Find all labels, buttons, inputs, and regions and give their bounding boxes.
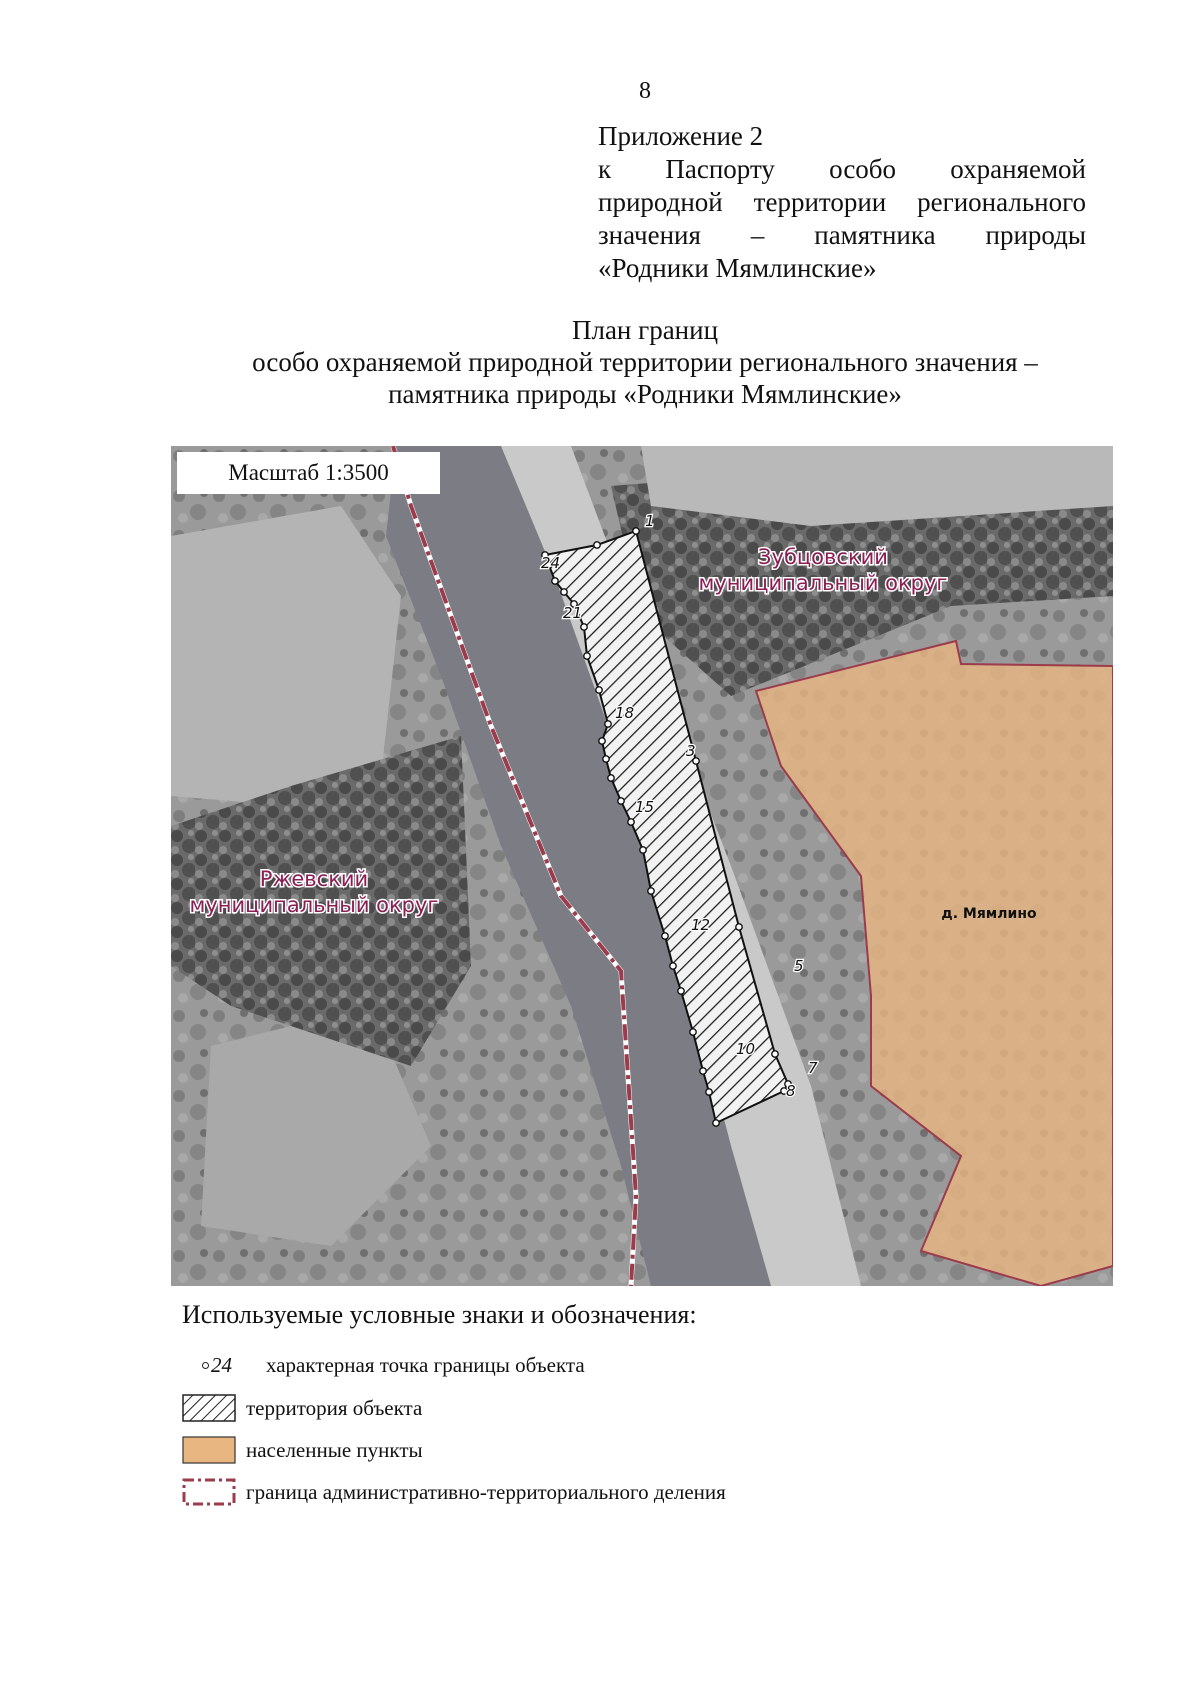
boundary-point — [584, 653, 590, 659]
point-label: 24 — [541, 554, 561, 572]
point-label: 21 — [563, 604, 583, 622]
boundary-point — [581, 624, 587, 630]
legend-item-territory — [182, 1393, 882, 1423]
appendix-line-5: «Родники Мямлинские» — [598, 253, 877, 283]
territory-symbol — [182, 1393, 236, 1423]
boundary-point — [648, 888, 654, 894]
boundary-point — [633, 528, 639, 534]
boundary-symbol — [182, 1477, 236, 1507]
legend-label-boundary: граница административно-территориального деления — [246, 1479, 726, 1504]
boundary-point — [628, 819, 634, 825]
boundary-point — [772, 1051, 778, 1057]
boundary-point — [605, 721, 611, 727]
legend-item-point — [182, 1350, 882, 1380]
legend-label-settlement: населенные пункты — [246, 1437, 423, 1462]
boundary-point — [618, 798, 624, 804]
point-symbol-label: 24 — [211, 1352, 232, 1377]
point-label: 12 — [691, 916, 711, 934]
boundary-point — [690, 1029, 696, 1035]
boundary-point — [561, 589, 567, 595]
appendix-heading — [598, 120, 1086, 285]
boundary-point — [552, 578, 558, 584]
boundary-point — [678, 988, 684, 994]
settlement-symbol — [182, 1435, 236, 1465]
point-label: 1 — [645, 512, 655, 530]
point-label: 10 — [736, 1040, 756, 1058]
map-scale: Масштаб 1:3500 — [177, 452, 440, 494]
point-label: 8 — [786, 1082, 796, 1100]
appendix-line-3: природной территории регионального — [598, 187, 1086, 217]
plan-title-line-2: особо охраняемой природной территории регионального значения – — [252, 347, 1038, 377]
meadow-left — [171, 506, 401, 806]
boundary-map — [171, 446, 1113, 1286]
legend-title: Используемые условные знаки и обозначения: — [182, 1300, 697, 1329]
boundary-point — [736, 924, 742, 930]
boundary-point — [713, 1120, 719, 1126]
point-label: 5 — [794, 957, 804, 975]
legend-item-boundary — [182, 1477, 882, 1507]
boundary-point — [599, 738, 605, 744]
boundary-point — [608, 775, 614, 781]
appendix-line-4: значения – памятника природы — [598, 220, 1086, 250]
boundary-point — [700, 1068, 706, 1074]
boundary-point — [596, 687, 602, 693]
boundary-point — [670, 963, 676, 969]
appendix-line-2: к Паспорту особо охраняемой — [598, 154, 1086, 184]
plan-title-line-3: памятника природы «Родники Мямлинские» — [388, 379, 902, 409]
legend-label-territory: территория объекта — [246, 1395, 423, 1420]
rzhev-label-1: Ржевский — [259, 867, 369, 891]
point-label: 3 — [686, 742, 696, 760]
point-symbol — [182, 1350, 256, 1380]
appendix-line-1: Приложение 2 — [598, 121, 764, 151]
plan-title — [150, 314, 1140, 410]
boundary-point — [640, 847, 646, 853]
legend-item-settlement — [182, 1435, 882, 1465]
zubtsov-label-2: муниципальный округ — [698, 571, 948, 595]
boundary-point — [706, 1089, 712, 1095]
point-label: 7 — [808, 1059, 818, 1077]
page-number: 8 — [639, 78, 651, 104]
point-label: 18 — [615, 704, 635, 722]
boundary-point — [662, 933, 668, 939]
legend-label-point: характерная точка границы объекта — [266, 1352, 585, 1377]
boundary-point — [594, 542, 600, 548]
village-label: д. Мямлино — [941, 906, 1037, 922]
map-svg — [171, 446, 1113, 1286]
plan-title-line-1: План границ — [571, 315, 719, 345]
boundary-point — [603, 756, 609, 762]
rzhev-label-2: муниципальный округ — [189, 893, 439, 917]
point-label: 15 — [635, 798, 655, 816]
zubtsov-label-1: Зубцовский — [758, 545, 888, 569]
